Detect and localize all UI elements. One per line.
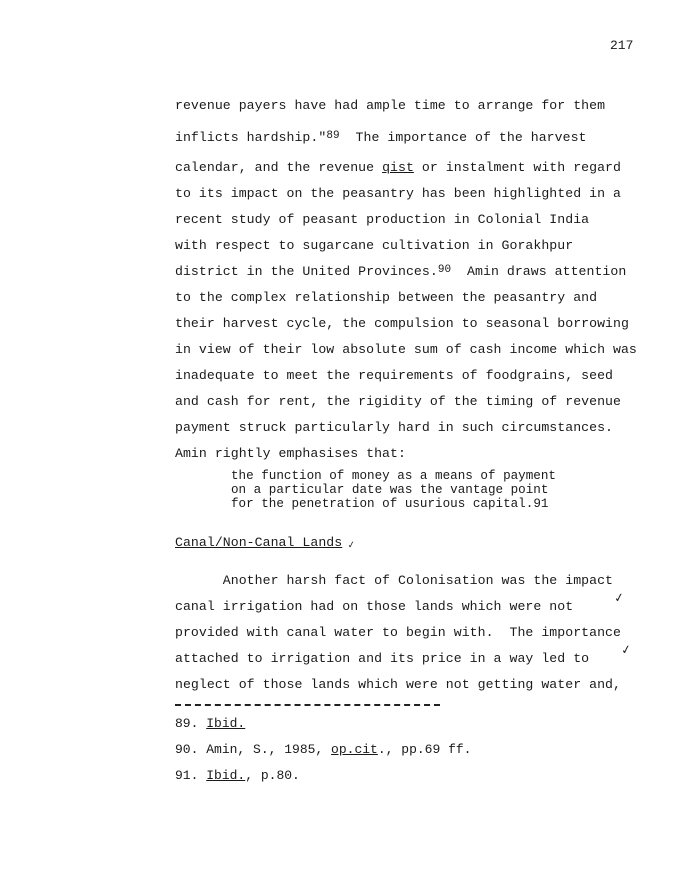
footnote-ref-89: 89 [326, 130, 340, 142]
footnote-number: 89. [175, 716, 207, 731]
text-line: payment struck particularly hard in such circumstances. [175, 420, 614, 435]
text-line [175, 264, 626, 279]
footnote-number: 90. [175, 742, 207, 757]
text-line: to the complex relationship between the peasantry and [175, 290, 598, 305]
footnote-divider [175, 704, 440, 706]
footnote-ref-91: 91 [533, 497, 549, 511]
text-line: and cash for rent, the rigidity of the timing of revenue [175, 394, 621, 409]
text-span: Amin draws attention [451, 264, 627, 279]
footnote-ref-90: 90 [437, 264, 452, 276]
footnote-90 [175, 742, 471, 757]
text-span: The importance of the harvest [339, 130, 587, 145]
text-line: Another harsh fact of Colonisation was the impact [175, 573, 614, 588]
underlined-term: op.cit [331, 742, 378, 757]
checkmark-icon: ✓ [613, 590, 625, 608]
underlined-term: Ibid. [206, 716, 246, 731]
text-line: neglect of those lands which were not getting water and, [175, 677, 621, 692]
checkmark-icon: ✓ [620, 642, 632, 660]
text-line: revenue payers have had ample time to arrange for them [175, 98, 606, 113]
text-line: Amin rightly emphasises that: [175, 446, 406, 461]
page-number: 217 [610, 38, 634, 53]
underlined-term: Ibid. [206, 768, 246, 783]
text-span: or instalment with regard [413, 160, 621, 175]
text-span: inflicts hardship." [175, 130, 327, 145]
text-line: attached to irrigation and its price in a way led to [175, 651, 590, 666]
text-line: inadequate to meet the requirements of foodgrains, seed [175, 368, 614, 383]
text-span: ., pp.69 ff. [377, 742, 472, 757]
footnote-89 [175, 716, 245, 731]
text-line [175, 160, 621, 175]
text-line: with respect to sugarcane cultivation in Gorakhpur [175, 238, 574, 253]
quote-line: on a particular date was the vantage point [231, 483, 549, 497]
checkmark-icon: ✓ [347, 539, 356, 553]
quote-line [231, 497, 548, 511]
text-line [175, 130, 587, 145]
text-span: calendar, and the revenue [175, 160, 383, 175]
footnote-number: 91. [175, 768, 207, 783]
text-line: recent study of peasant production in Colonial India [175, 212, 590, 227]
text-span: Amin, S., 1985, [206, 742, 332, 757]
text-span: district in the United Provinces. [175, 264, 438, 279]
text-line: provided with canal water to begin with. The importance [175, 625, 621, 640]
text-line: canal irrigation had on those lands which were not [175, 599, 574, 614]
section-heading: Canal/Non-Canal Lands [175, 535, 343, 550]
quote-line: the function of money as a means of payment [231, 469, 556, 483]
underlined-term: qist [382, 160, 414, 175]
footnote-91 [175, 768, 300, 783]
text-span: , p.80. [245, 768, 300, 783]
text-span: for the penetration of usurious capital. [231, 497, 534, 511]
text-line: to its impact on the peasantry has been highlighted in a [175, 186, 621, 201]
text-line: their harvest cycle, the compulsion to seasonal borrowing [175, 316, 629, 331]
text-line: in view of their low absolute sum of cash income which was [175, 342, 637, 357]
